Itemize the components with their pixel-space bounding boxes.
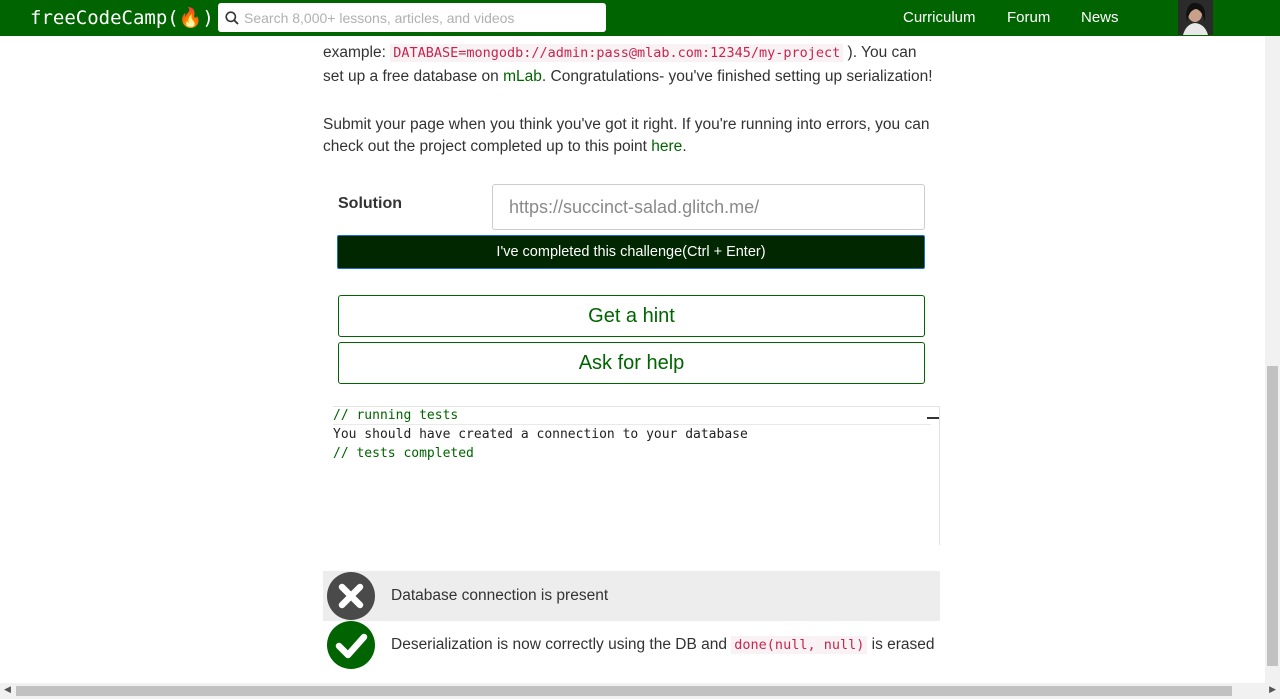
lesson-paragraph-1 xyxy=(323,41,963,89)
nav-curriculum-link[interactable]: Curriculum xyxy=(903,9,976,26)
lesson-text: set up a free database on xyxy=(323,68,504,85)
search-input[interactable] xyxy=(244,5,606,31)
complete-challenge-button[interactable]: I've completed this challenge(Ctrl + Enter) xyxy=(337,235,925,269)
scroll-left-arrow-icon[interactable]: ◀ xyxy=(4,685,11,695)
vertical-scroll-thumb[interactable] xyxy=(1267,366,1278,666)
pass-check-icon xyxy=(327,621,375,669)
console-line: You should have created a connection to your database xyxy=(333,427,748,442)
fail-x-icon xyxy=(327,572,375,620)
scroll-right-arrow-icon[interactable]: ▶ xyxy=(1269,685,1276,695)
test-description: Database connection is present xyxy=(391,587,609,604)
nav-forum-link[interactable]: Forum xyxy=(1007,9,1051,26)
vertical-scrollbar[interactable] xyxy=(1265,36,1280,683)
lesson-text: example: xyxy=(323,44,391,61)
lesson-text: Submit your page when you think you've got it right. If you're running into errors, you can check out the project completed up to this point xyxy=(323,116,930,155)
console-line: // tests completed xyxy=(333,446,474,461)
nav-news-link[interactable]: News xyxy=(1081,9,1119,26)
search-bar xyxy=(218,3,606,32)
console-divider xyxy=(333,424,931,425)
user-avatar[interactable] xyxy=(1178,0,1213,35)
test-result-row xyxy=(323,571,940,621)
horizontal-scrollbar[interactable] xyxy=(0,683,1280,699)
avatar-image xyxy=(1178,0,1213,35)
lesson-text: . Congratulations- you've finished setting up serialization! xyxy=(541,68,933,85)
database-url-code: DATABASE=mongodb://admin:pass@mlab.com:12345/my-project xyxy=(390,44,843,62)
get-hint-button[interactable]: Get a hint xyxy=(338,295,925,337)
test-result-row xyxy=(323,620,940,670)
test-text-part: Deserialization is now correctly using the DB and xyxy=(391,636,732,653)
test-description xyxy=(391,636,935,654)
lesson-text: ). You can xyxy=(843,44,917,61)
ask-for-help-button[interactable]: Ask for help xyxy=(338,342,925,384)
top-navbar xyxy=(0,0,1280,36)
solution-url-input[interactable] xyxy=(492,184,925,230)
freecodecamp-logo[interactable]: freeCodeCamp(🔥) xyxy=(30,7,214,29)
search-icon xyxy=(225,11,239,25)
solution-label: Solution xyxy=(338,195,402,212)
test-text-part: is erased xyxy=(867,636,935,653)
test-console-output[interactable] xyxy=(333,406,940,545)
lesson-paragraph-2 xyxy=(323,114,948,158)
completed-project-link[interactable]: here xyxy=(651,138,683,155)
console-line: // running tests xyxy=(333,408,459,423)
lesson-text: . xyxy=(682,138,687,155)
mlab-link[interactable]: mLab xyxy=(503,68,542,85)
horizontal-scroll-thumb[interactable] xyxy=(16,686,1232,696)
minimize-icon[interactable] xyxy=(927,417,939,419)
done-null-code: done(null, null) xyxy=(731,636,867,654)
